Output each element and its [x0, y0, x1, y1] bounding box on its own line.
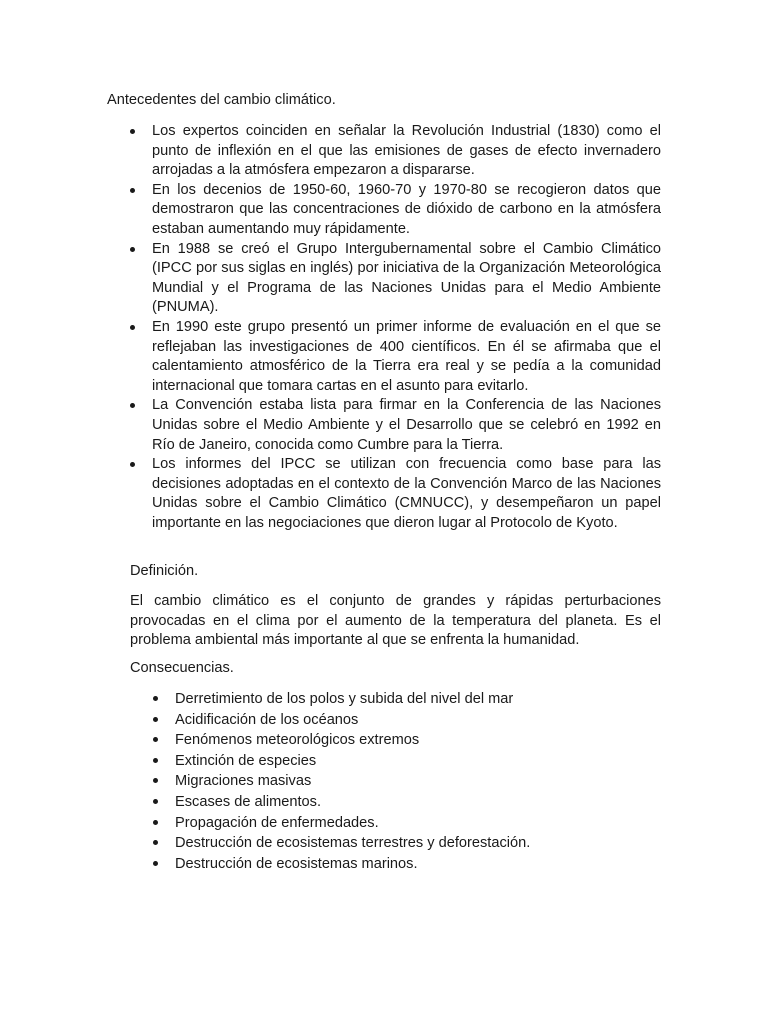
section-heading-background: Antecedentes del cambio climático.	[107, 92, 336, 108]
list-item: Escases de alimentos.	[153, 792, 530, 813]
consequences-list	[153, 689, 530, 874]
list-item: Derretimiento de los polos y subida del nivel del mar	[153, 689, 530, 710]
list-item: Fenómenos meteorológicos extremos	[153, 730, 530, 751]
background-list	[130, 122, 661, 533]
list-item: Acidificación de los océanos	[153, 710, 530, 731]
definition-paragraph: El cambio climático es el conjunto de grandes y rápidas perturbaciones provocadas en el clima por el aumento de la temperatura del planeta. Es el problema ambiental más importante al que se enfrenta la humanidad.	[130, 593, 661, 649]
list-item: Destrucción de ecosistemas terrestres y deforestación.	[153, 833, 530, 854]
section-heading-definition: Definición.	[130, 563, 199, 579]
list-item: Propagación de enfermedades.	[153, 813, 530, 834]
list-item: En 1990 este grupo presentó un primer informe de evaluación en el que se reflejaban las investigaciones de 400 científicos. En él se afirmaba que el calentamiento atmosférico de la Tierra era real y se pedía a la comunidad internacional que tomara cartas en el asunto para evitarlo.	[130, 318, 661, 396]
list-item: Extinción de especies	[153, 751, 530, 772]
list-item: En los decenios de 1950-60, 1960-70 y 1970-80 se recogieron datos que demostraron que las concentraciones de dióxido de carbono en la atmósfera estaban aumentando muy rápidamente.	[130, 181, 661, 240]
list-item: Los expertos coinciden en señalar la Revolución Industrial (1830) como el punto de inflexión en el que las emisiones de gases de efecto invernadero arrojadas a la atmósfera empezaron a dispararse.	[130, 122, 661, 181]
list-item: Los informes del IPCC se utilizan con frecuencia como base para las decisiones adoptadas en el contexto de la Convención Marco de las Naciones Unidas sobre el Cambio Climático (CMNUCC), y desempeñaron un papel importante en las negociaciones que dieron lugar al Protocolo de Kyoto.	[130, 455, 661, 533]
list-item: Destrucción de ecosistemas marinos.	[153, 854, 530, 875]
list-item: En 1988 se creó el Grupo Intergubernamental sobre el Cambio Climático (IPCC por sus siglas en inglés) por iniciativa de la Organización Meteorológica Mundial y el Programa de las Naciones Unidas para el Medio Ambiente (PNUMA).	[130, 240, 661, 318]
list-item: La Convención estaba lista para firmar en la Conferencia de las Naciones Unidas sobre el Medio Ambiente y el Desarrollo que se celebró en 1992 en Río de Janeiro, conocida como Cumbre para la Tierra.	[130, 396, 661, 455]
list-item: Migraciones masivas	[153, 771, 530, 792]
section-heading-consequences: Consecuencias.	[130, 660, 234, 676]
